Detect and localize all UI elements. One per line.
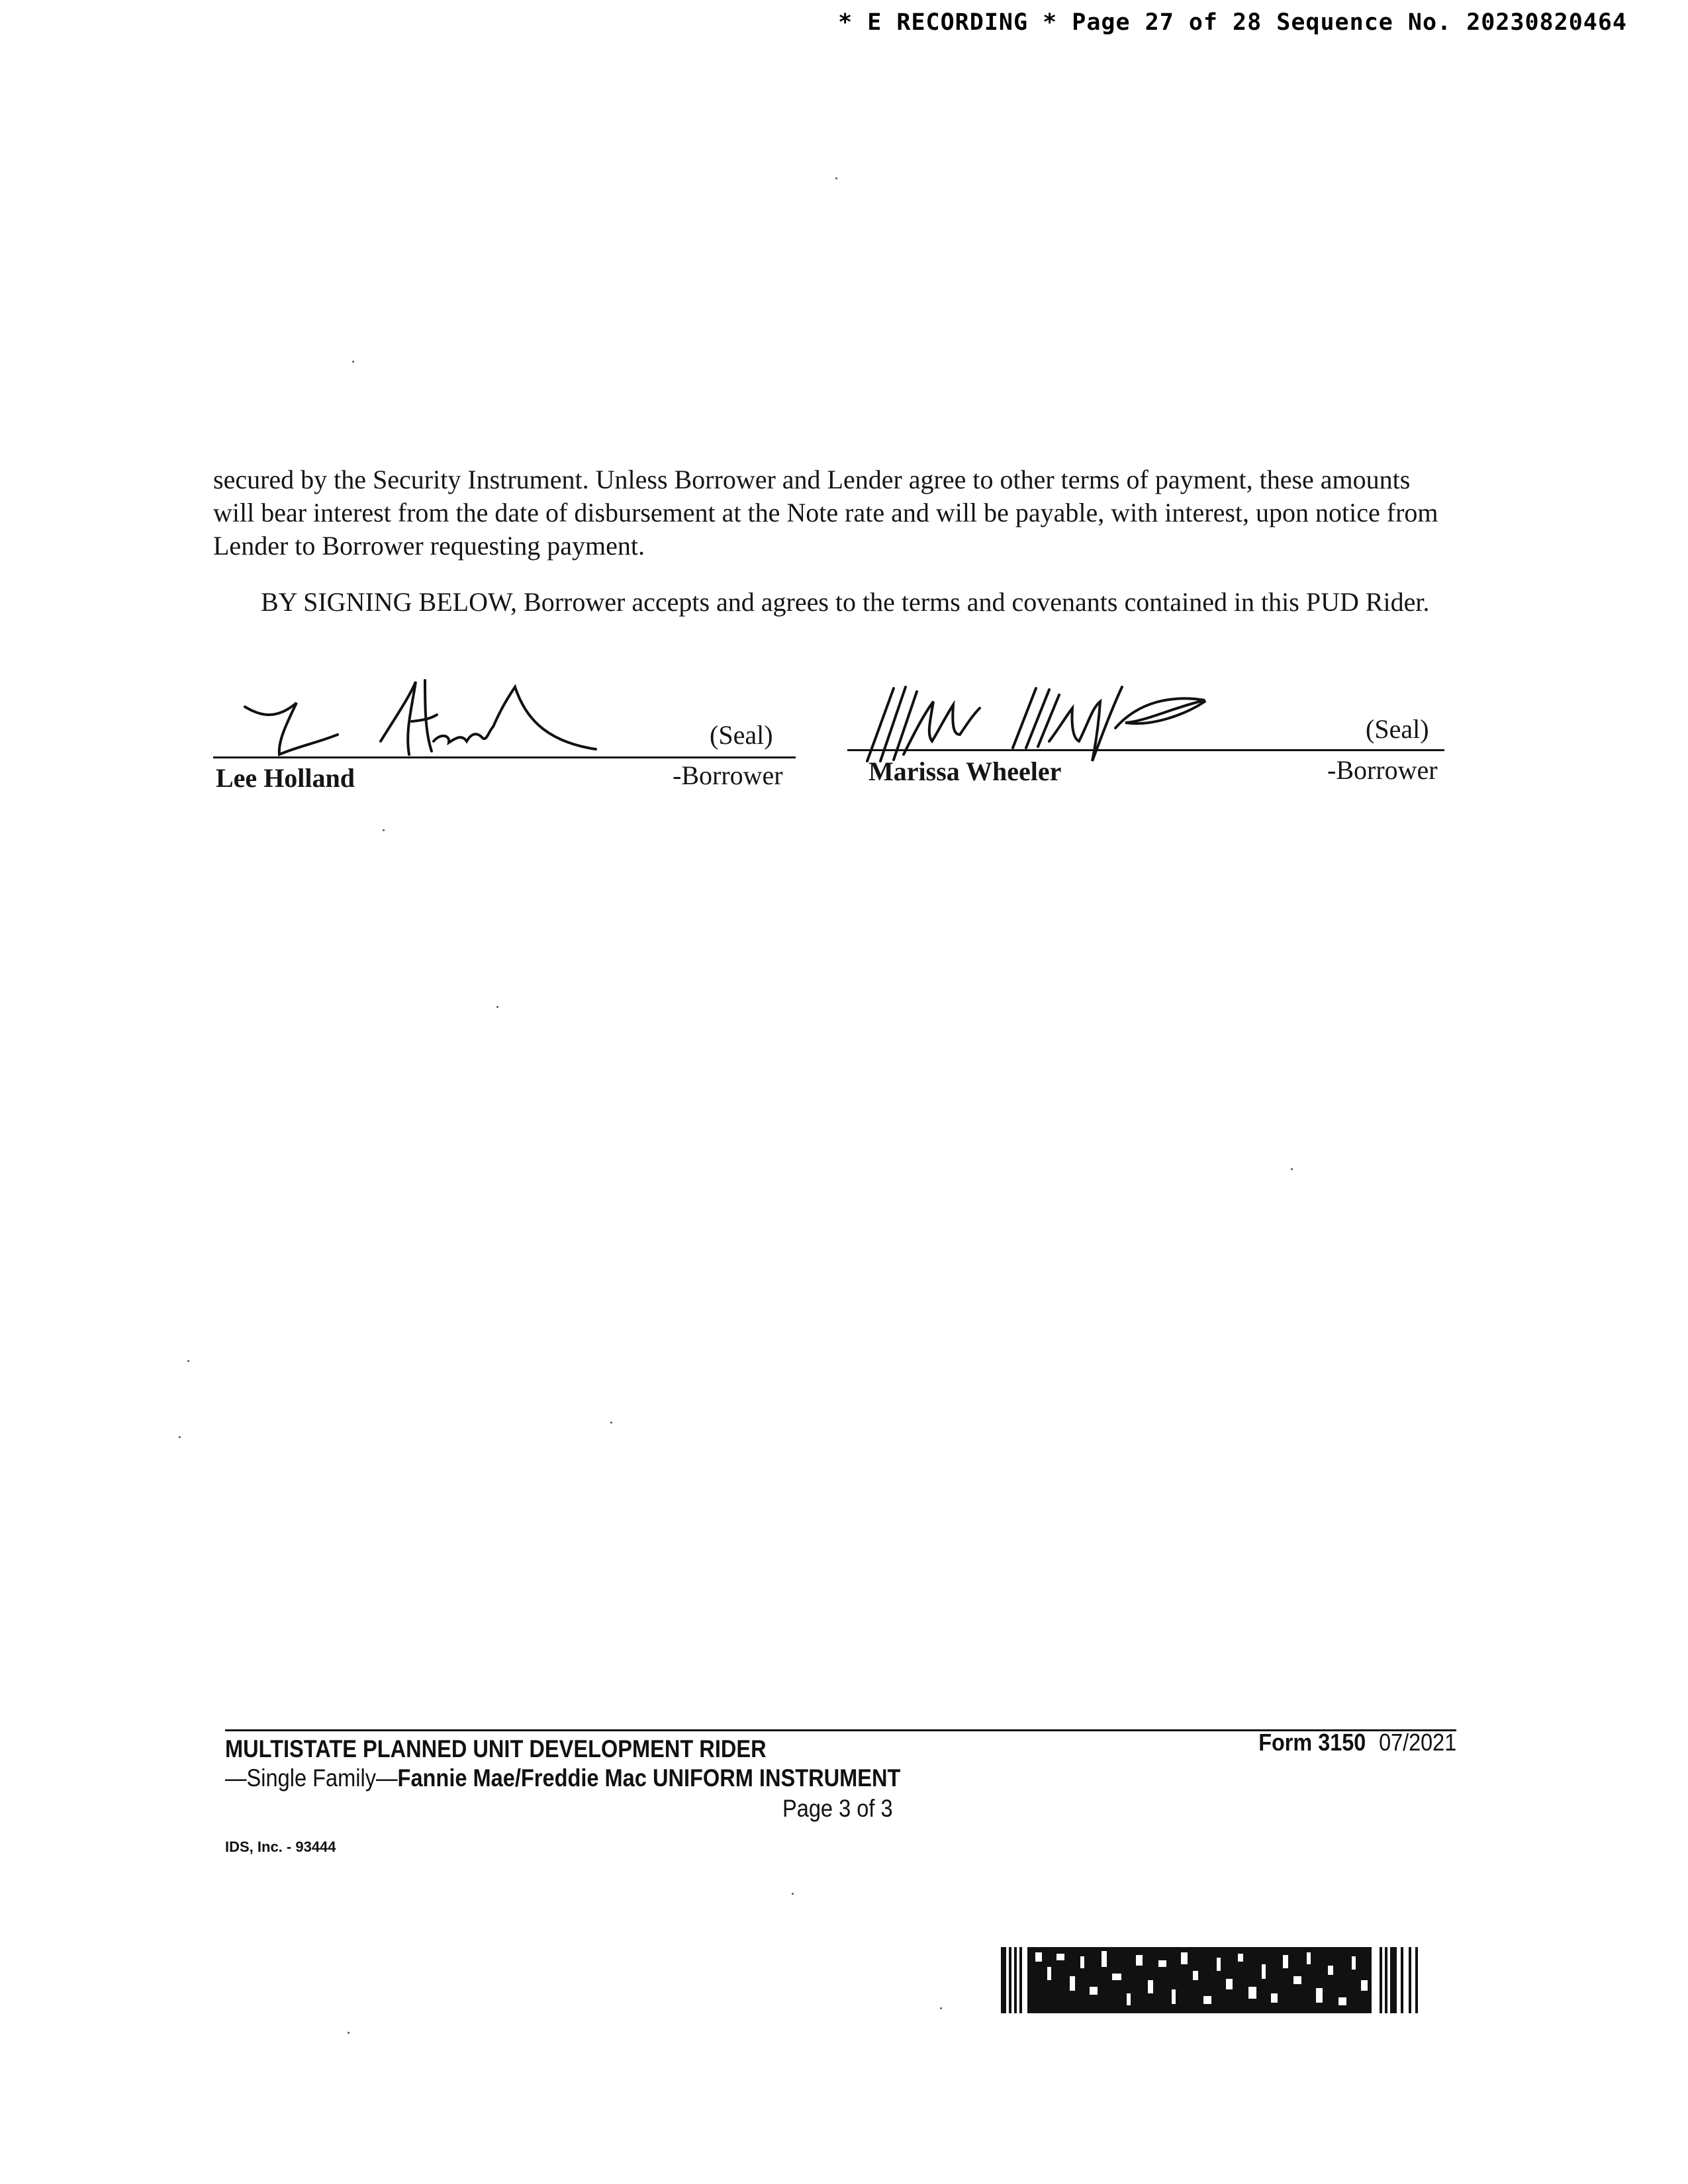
seal-label-left: (Seal) (710, 720, 773, 750)
footer-page-number: Page 3 of 3 (782, 1795, 893, 1822)
footer-ids-code: IDS, Inc. - 93444 (225, 1839, 336, 1855)
scan-speck (835, 177, 837, 179)
scan-speck (610, 1422, 612, 1424)
scan-speck (1291, 1168, 1293, 1170)
pdf417-barcode-icon (1001, 1947, 1451, 2013)
recording-header: * E RECORDING * Page 27 of 28 Sequence No. 20230820464 (838, 9, 1627, 36)
signature-line-left (213, 756, 796, 758)
scan-speck (940, 2007, 942, 2009)
seal-label-right: (Seal) (1366, 714, 1429, 744)
signer-name-left: Lee Holland (216, 763, 355, 793)
footer-form-title: MULTISTATE PLANNED UNIT DEVELOPMENT RIDER (225, 1735, 767, 1762)
signature-lee-holland (238, 668, 635, 768)
scan-speck (496, 1006, 498, 1008)
paragraph-signing-statement: BY SIGNING BELOW, Borrower accepts and agrees to the terms and covenants contained in this PUD Rider. (261, 587, 1430, 617)
paragraph-continuation: secured by the Security Instrument. Unless Borrower and Lender agree to other terms of payment, these amounts will bear interest from the date of disbursement at the Note rate and will be payable, with interest, upon notice from Lender to Borrower requesting payment. (213, 465, 1438, 561)
scan-speck (187, 1360, 189, 1362)
borrower-role-right: -Borrower (1327, 755, 1438, 785)
borrower-role-left: -Borrower (673, 760, 783, 790)
footer-form-number: Form 3150 07/2021 (1258, 1729, 1456, 1756)
scan-speck (383, 829, 385, 831)
signer-name-right: Marissa Wheeler (868, 756, 1062, 786)
scan-speck (179, 1436, 181, 1438)
scan-speck (348, 2032, 350, 2034)
scan-speck (352, 361, 354, 363)
footer-form-subtitle: —Single Family—Fannie Mae/Freddie Mac UNIFORM INSTRUMENT (225, 1764, 901, 1792)
signature-line-right (847, 749, 1444, 751)
scan-speck (792, 1893, 794, 1895)
